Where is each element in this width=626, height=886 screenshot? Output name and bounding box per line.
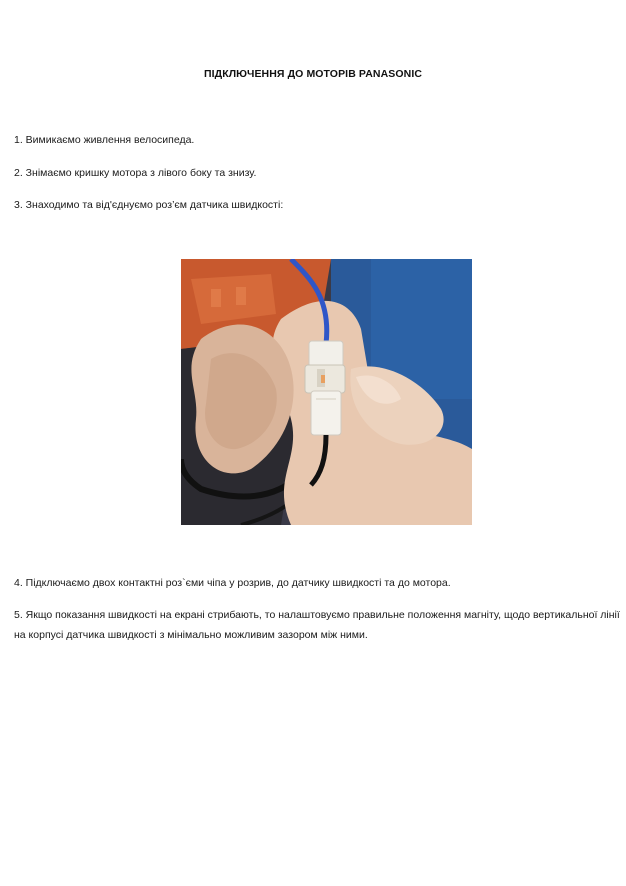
step-5: 5. Якщо показання швидкості на екрані стрибають, то налаштовуємо правильне положення магніту, щодо вертикальної лінії на корпусі датчика швидкості з мінімально можливим зазором між ними. xyxy=(14,609,620,641)
connector-photo xyxy=(181,259,472,525)
page-title: ПІДКЛЮЧЕННЯ ДО МОТОРІВ PANASONIC xyxy=(203,68,423,80)
step-3: 3. Знаходимо та від'єднуємо роз’єм датчика швидкості: xyxy=(14,199,284,211)
step-4: 4. Підключаємо двох контактні роз`єми чіпа у розрив, до датчику швидкості та до мотора. xyxy=(14,577,451,589)
step-2: 2. Знімаємо кришку мотора з лівого боку та знизу. xyxy=(14,167,257,179)
step-1: 1. Вимикаємо живлення велосипеда. xyxy=(14,134,195,146)
